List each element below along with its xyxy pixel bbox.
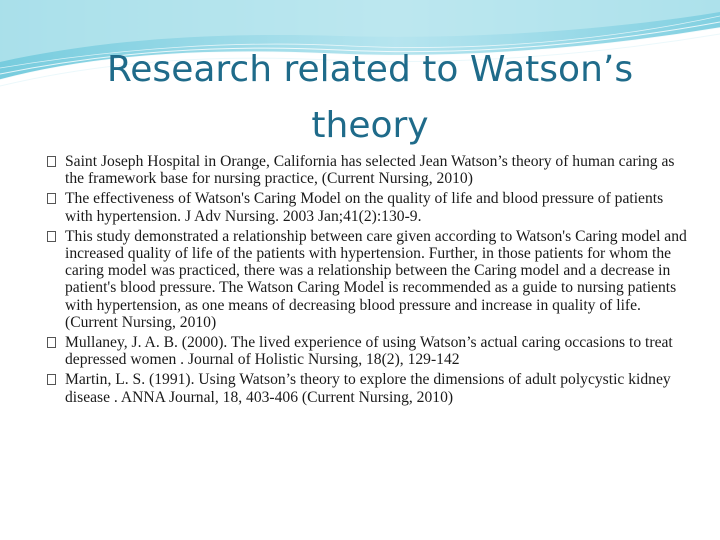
box-bullet-icon	[47, 374, 56, 385]
box-bullet-icon	[47, 193, 56, 204]
bullet-list	[47, 153, 687, 409]
box-bullet-icon	[47, 231, 56, 242]
bullet-item	[47, 228, 687, 331]
box-bullet-icon	[47, 337, 56, 348]
bullet-item	[47, 334, 687, 368]
bullet-item	[47, 190, 687, 224]
bullet-text: This study demonstrated a relationship between care given according to Watson's Caring model and increased quality of life of the patients with hypertension. Further, in those patients for whom the caring model was practiced, there was a relationship between the Caring model and a decrease in patient's blood pressure. The Watson Caring Model is recommended as a guide to nursing patients with hypertension, as one means of decreasing blood pressure and increase in quality of life. (Current Nursing, 2010)	[65, 227, 687, 331]
bullet-text: Mullaney, J. A. B. (2000). The lived experience of using Watson’s actual caring occasions to treat depressed women . Journal of Holistic Nursing, 18(2), 129-142	[65, 334, 673, 369]
bullet-item	[47, 371, 687, 405]
slide-title: Research related to Watson’s theory	[106, 49, 634, 146]
bullet-item	[47, 153, 687, 187]
bullet-text: The effectiveness of Watson's Caring Model on the quality of life and blood pressure of patients with hypertension. J Adv Nursing. 2003 Jan;41(2):130-9.	[65, 190, 664, 225]
bullet-text: Saint Joseph Hospital in Orange, California has selected Jean Watson’s theory of human caring as the framework base for nursing practice, (Current Nursing, 2010)	[65, 153, 675, 188]
box-bullet-icon	[47, 156, 56, 167]
bullet-text: Martin, L. S. (1991). Using Watson’s theory to explore the dimensions of adult polycystic kidney disease . ANNA Journal, 18, 403-406 (Current Nursing, 2010)	[65, 371, 671, 406]
